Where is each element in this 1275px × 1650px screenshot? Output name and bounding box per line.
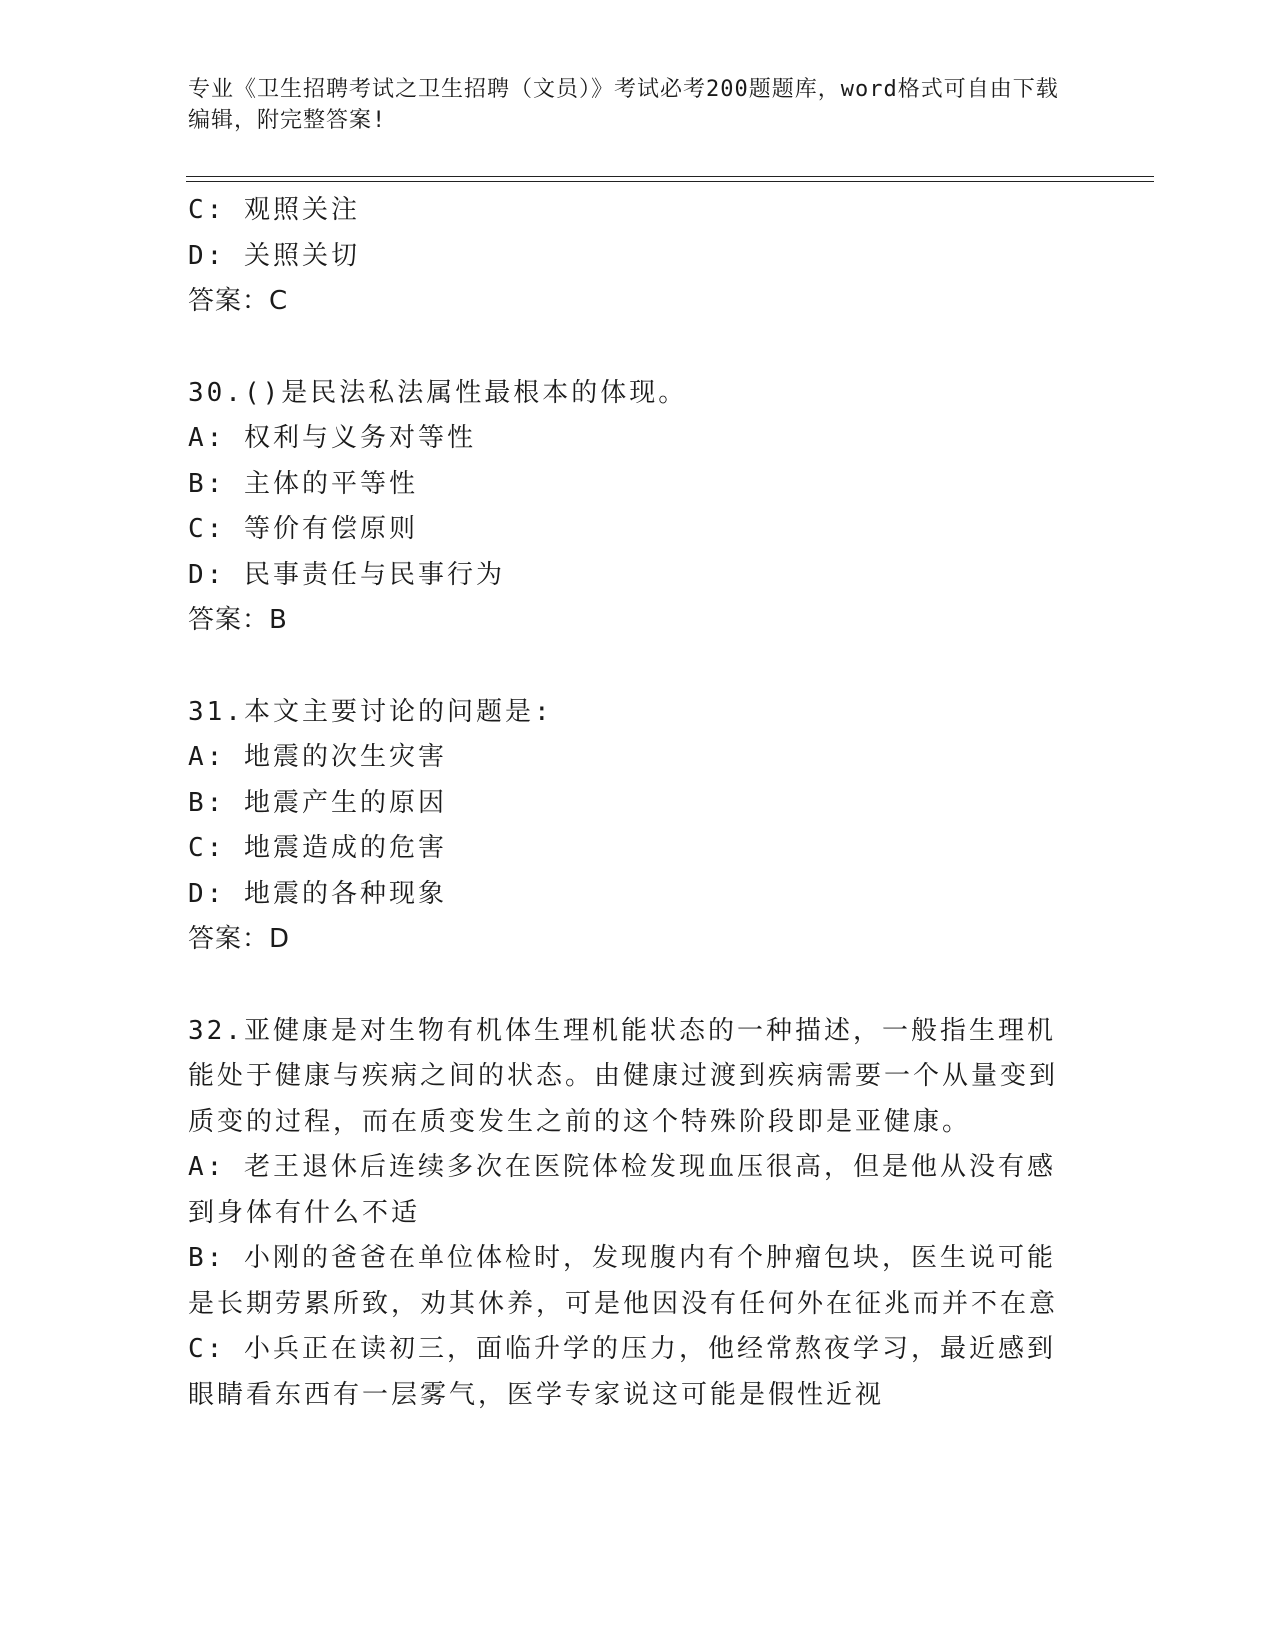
document-header: 专业《卫生招聘考试之卫生招聘（文员）》考试必考200题题库，word格式可自由下载编辑，附完整答案! xyxy=(188,77,1059,133)
option-c: C: 等价有偿原则 xyxy=(188,514,418,544)
answer-line: 答案：D xyxy=(188,924,291,954)
option-d: D: 地震的各种现象 xyxy=(188,878,447,909)
spacer xyxy=(188,963,1068,1009)
document-body xyxy=(188,188,1068,1418)
question-stem: 30.()是民法私法属性最根本的体现。 xyxy=(188,377,688,408)
option-c: C: 小兵正在读初三，面临升学的压力，他经常熬夜学习，最近感到眼睛看东西有一层雾气，医学专家说这可能是假性近视 xyxy=(188,1334,1056,1410)
option-c: C: 观照关注 xyxy=(188,195,360,225)
option-b: B: 主体的平等性 xyxy=(188,468,418,499)
option-a: A: 地震的次生灾害 xyxy=(188,742,447,772)
question-31 xyxy=(188,690,1068,963)
answer-line: 答案：C xyxy=(188,286,289,316)
option-b: B: 地震产生的原因 xyxy=(188,787,447,818)
option-d: D: 民事责任与民事行为 xyxy=(188,559,505,590)
option-a: A: 权利与义务对等性 xyxy=(188,423,476,453)
spacer xyxy=(188,325,1068,371)
question-29-tail xyxy=(188,188,1068,325)
question-stem: 31.本文主要讨论的问题是: xyxy=(188,696,553,727)
header-divider xyxy=(186,176,1154,182)
option-a: A: 老王退休后连续多次在医院体检发现血压很高，但是他从没有感到身体有什么不适 xyxy=(188,1152,1056,1228)
option-b: B: 小刚的爸爸在单位体检时，发现腹内有个肿瘤包块，医生说可能是长期劳累所致，劝其休养，可是他因没有任何外在征兆而并不在意 xyxy=(188,1243,1059,1319)
spacer xyxy=(188,644,1068,690)
option-d: D: 关照关切 xyxy=(188,240,360,271)
option-c: C: 地震造成的危害 xyxy=(188,833,447,863)
question-30 xyxy=(188,371,1068,644)
question-32 xyxy=(188,1009,1068,1419)
question-stem: 32.亚健康是对生物有机体生理机能状态的一种描述，一般指生理机能处于健康与疾病之间的状态。由健康过渡到疾病需要一个从量变到质变的过程，而在质变发生之前的这个特殊阶段即是亚健康。 xyxy=(188,1015,1059,1137)
answer-line: 答案：B xyxy=(188,605,288,635)
